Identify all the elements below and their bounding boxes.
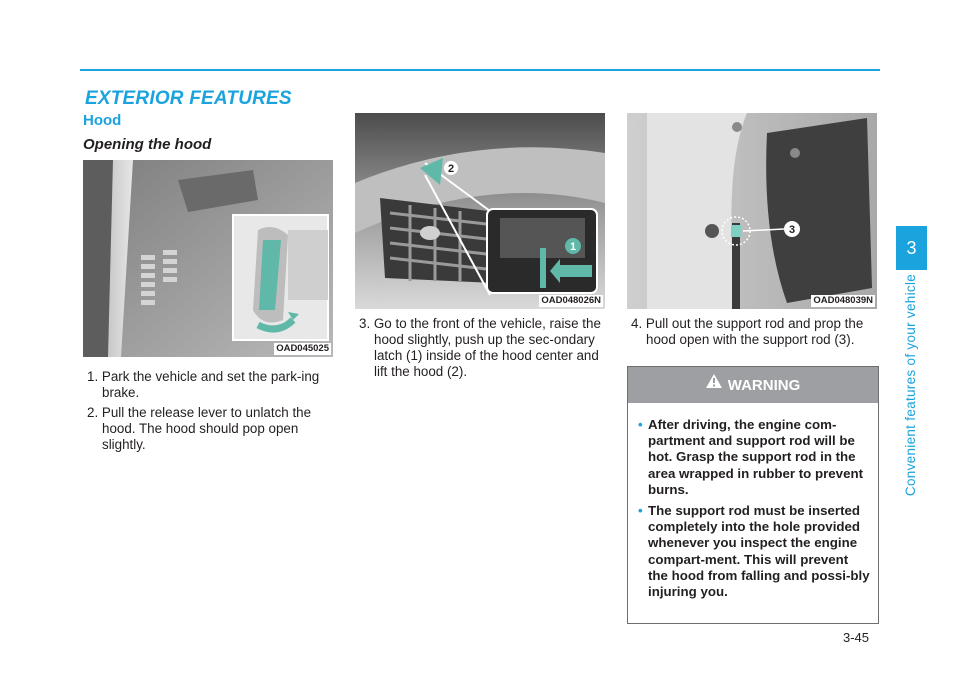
header-rule [80, 69, 880, 71]
callout-1: 1 [569, 241, 577, 253]
bullet-icon: • [638, 503, 643, 519]
step-1: 1. Park the vehicle and set the park-ing brake. [87, 369, 320, 400]
step-3: 3. Go to the front of the vehicle, raise the hood slightly, push up the sec-ondary latch (1) inside of the hood center and lift the hood (2). [359, 316, 601, 379]
callout-2: 2 [447, 163, 455, 175]
steps-column-1 [87, 369, 332, 457]
warning-item-text: The support rod must be inserted completely into the hole provided whenever you inspect the engine compart-ment. This will prevent the hood from falling and possi-bly injuring you. [648, 503, 870, 600]
callout-3: 3 [788, 224, 796, 236]
step-2: 2. Pull the release lever to unlatch the hood. The hood should pop open slightly. [87, 405, 312, 452]
chapter-number-tab: 3 [896, 226, 927, 270]
chapter-title: Convenient features of your vehicle [903, 273, 918, 497]
figure-code: OAD048039N [813, 295, 873, 306]
warning-list [638, 417, 870, 605]
warning-title: WARNING [727, 377, 801, 394]
figure-code: OAD048026N [541, 295, 601, 306]
page-number: 3-45 [843, 630, 870, 645]
figure-secondary-latch [355, 113, 605, 309]
steps-column-3 [631, 316, 876, 352]
figure-hood-release-lever [83, 160, 333, 357]
warning-box [627, 366, 879, 624]
bullet-icon: • [638, 417, 643, 432]
figure-code: OAD045025 [276, 343, 329, 354]
section-title: EXTERIOR FEATURES [85, 88, 292, 109]
warning-header [628, 367, 878, 403]
subsection-title: Hood [83, 112, 122, 129]
warning-item [638, 503, 870, 600]
warning-triangle-icon [706, 365, 722, 403]
steps-column-2 [359, 316, 604, 384]
warning-item [638, 417, 870, 498]
procedure-heading: Opening the hood [83, 136, 212, 153]
step-4: 4. Pull out the support rod and prop the hood open with the support rod (3). [631, 316, 864, 347]
figure-support-rod [627, 113, 877, 309]
warning-item-text: After driving, the engine com-partment and support rod will be hot. Grasp the support rod in the area wrapped in rubber to prevent burns. [648, 417, 864, 497]
